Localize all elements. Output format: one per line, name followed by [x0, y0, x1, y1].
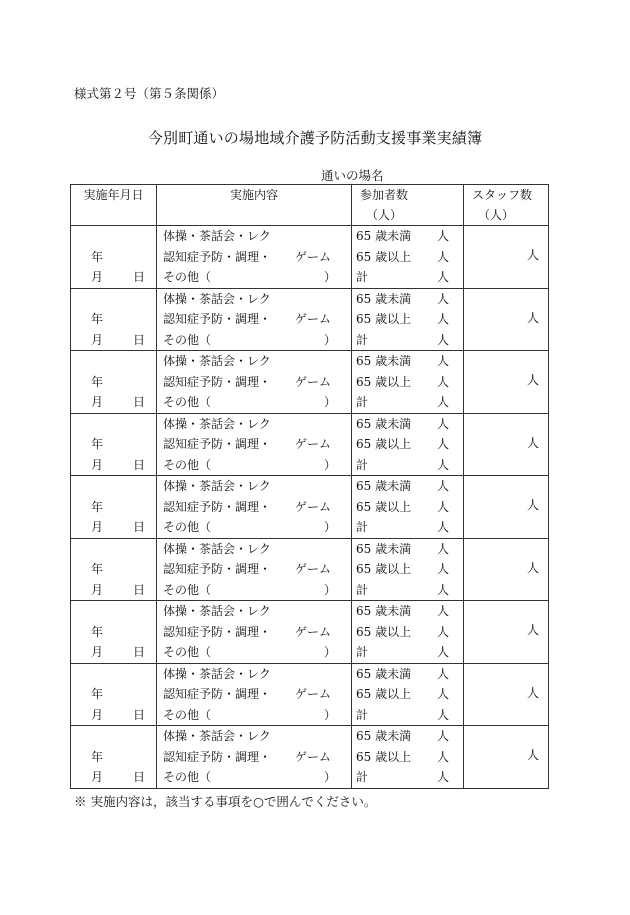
record-row: [71, 413, 549, 476]
staff-cell[interactable]: 人: [464, 288, 549, 351]
date-cell[interactable]: 年 月 日: [71, 538, 157, 601]
activity-cell[interactable]: 体操・茶話会・レク 認知症予防・調理・ ゲーム その他（ ）: [157, 226, 352, 289]
date-cell[interactable]: 年 月 日: [71, 413, 157, 476]
footnote: ※ 実施内容は，該当する事項を○で囲んでください。: [74, 794, 377, 809]
date-cell[interactable]: 年 月 日: [71, 476, 157, 539]
header-content: 実施内容: [157, 185, 352, 226]
activity-cell[interactable]: 体操・茶話会・レク 認知症予防・調理・ ゲーム その他（ ）: [157, 601, 352, 664]
participants-cell[interactable]: 65 歳未満 人 65 歳以上 人 計 人: [352, 413, 464, 476]
participants-cell[interactable]: 65 歳未満 人 65 歳以上 人 計 人: [352, 226, 464, 289]
record-row: [71, 601, 549, 664]
activity-cell[interactable]: 体操・茶話会・レク 認知症予防・調理・ ゲーム その他（ ）: [157, 413, 352, 476]
staff-cell[interactable]: 人: [464, 601, 549, 664]
participants-cell[interactable]: 65 歳未満 人 65 歳以上 人 計 人: [352, 351, 464, 414]
date-cell[interactable]: 年 月 日: [71, 226, 157, 289]
date-cell[interactable]: 年 月 日: [71, 601, 157, 664]
activity-cell[interactable]: 体操・茶話会・レク 認知症予防・調理・ ゲーム その他（ ）: [157, 538, 352, 601]
staff-cell[interactable]: 人: [464, 351, 549, 414]
participants-cell[interactable]: 65 歳未満 人 65 歳以上 人 計 人: [352, 726, 464, 789]
header-staff: スタッフ数 （人）: [464, 185, 549, 226]
staff-cell[interactable]: 人: [464, 663, 549, 726]
venue-name-field[interactable]: [315, 168, 548, 185]
date-cell[interactable]: 年 月 日: [71, 288, 157, 351]
participants-cell[interactable]: 65 歳未満 人 65 歳以上 人 計 人: [352, 288, 464, 351]
participants-cell[interactable]: 65 歳未満 人 65 歳以上 人 計 人: [352, 538, 464, 601]
record-row: [71, 226, 549, 289]
activity-cell[interactable]: 体操・茶話会・レク 認知症予防・調理・ ゲーム その他（ ）: [157, 288, 352, 351]
record-row: [71, 476, 549, 539]
records-table: [70, 184, 549, 789]
staff-cell[interactable]: 人: [464, 726, 549, 789]
date-cell[interactable]: 年 月 日: [71, 663, 157, 726]
staff-cell[interactable]: 人: [464, 413, 549, 476]
participants-cell[interactable]: 65 歳未満 人 65 歳以上 人 計 人: [352, 663, 464, 726]
staff-cell[interactable]: 人: [464, 538, 549, 601]
record-row: [71, 288, 549, 351]
activity-cell[interactable]: 体操・茶話会・レク 認知症予防・調理・ ゲーム その他（ ）: [157, 663, 352, 726]
staff-cell[interactable]: 人: [464, 226, 549, 289]
form-number: 様式第２号（第５条関係）: [74, 86, 225, 101]
activity-cell[interactable]: 体操・茶話会・レク 認知症予防・調理・ ゲーム その他（ ）: [157, 726, 352, 789]
header-participants: 参加者数 （人）: [352, 185, 464, 226]
activity-cell[interactable]: 体操・茶話会・レク 認知症予防・調理・ ゲーム その他（ ）: [157, 351, 352, 414]
record-row: [71, 726, 549, 789]
participants-cell[interactable]: 65 歳未満 人 65 歳以上 人 計 人: [352, 476, 464, 539]
staff-cell[interactable]: 人: [464, 476, 549, 539]
activity-cell[interactable]: 体操・茶話会・レク 認知症予防・調理・ ゲーム その他（ ）: [157, 476, 352, 539]
date-cell[interactable]: 年 月 日: [71, 351, 157, 414]
records-body: [71, 226, 549, 789]
record-row: [71, 538, 549, 601]
participants-cell[interactable]: 65 歳未満 人 65 歳以上 人 計 人: [352, 601, 464, 664]
record-row: [71, 663, 549, 726]
date-cell[interactable]: 年 月 日: [71, 726, 157, 789]
header-date: 実施年月日: [71, 185, 157, 226]
header-row: [71, 185, 549, 226]
page-title: 今別町通いの場地域介護予防活動支援事業実績簿: [147, 129, 483, 147]
venue-label: 通いの場名: [321, 168, 384, 183]
record-row: [71, 351, 549, 414]
